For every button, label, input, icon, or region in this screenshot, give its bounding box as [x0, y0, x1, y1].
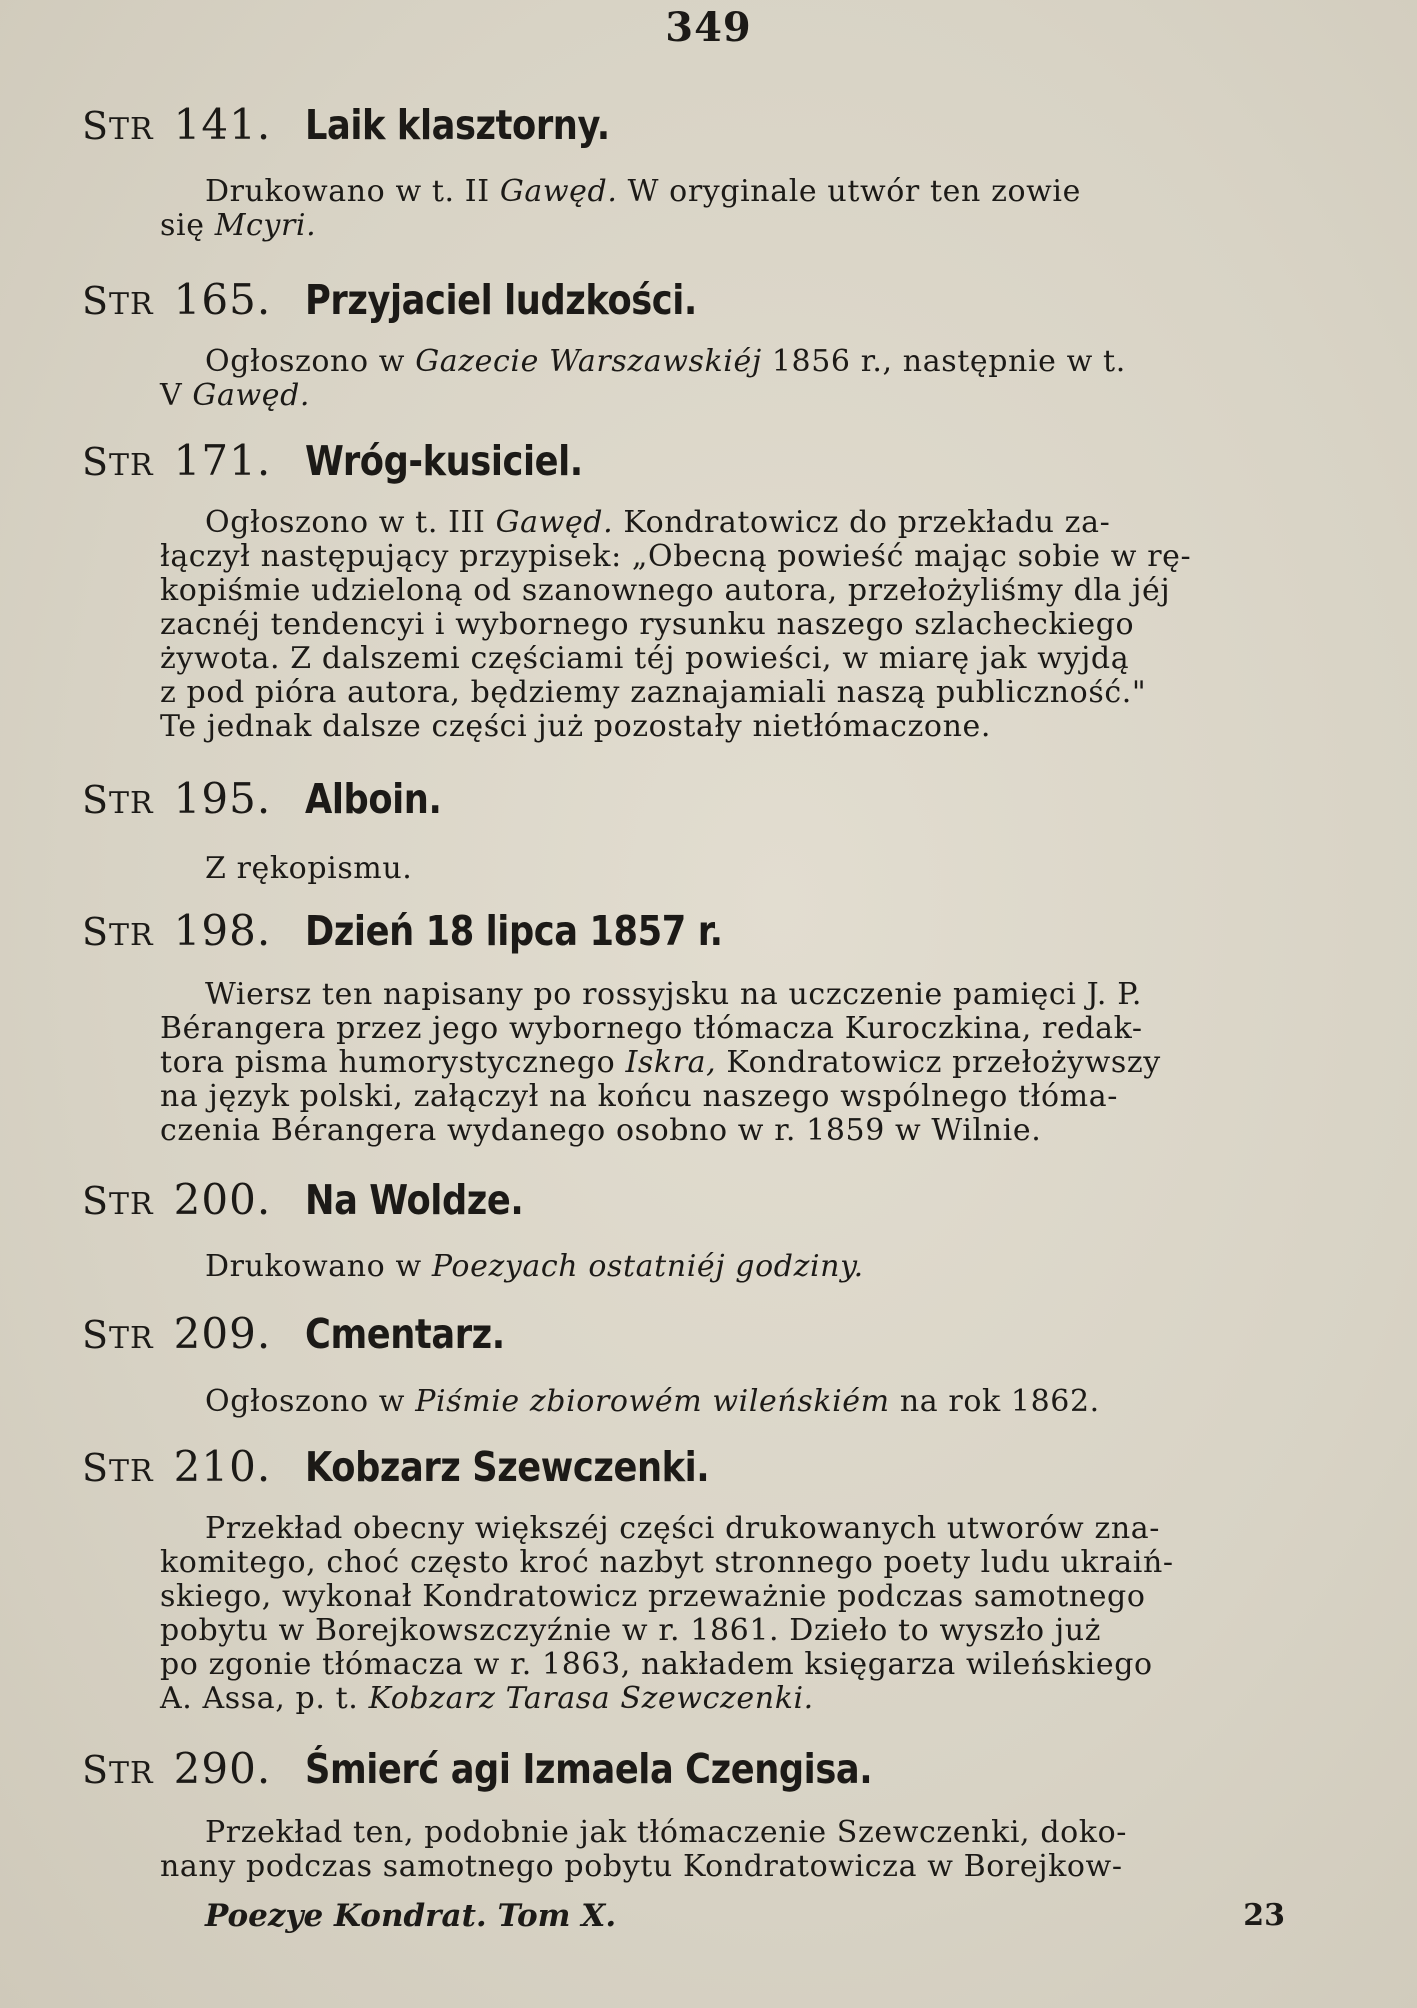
note-line	[205, 1250, 1320, 1284]
note-line	[160, 1614, 1320, 1648]
page-reference: 171.	[173, 436, 272, 485]
note-text: W oryginale utwór ten zowie	[617, 174, 1081, 209]
note-line	[205, 506, 1320, 540]
page-reference: 165.	[173, 275, 272, 324]
entry-title: Laik klasztorny.	[305, 101, 610, 149]
note-line	[160, 574, 1320, 608]
note-line	[205, 978, 1320, 1012]
note-line	[160, 608, 1320, 642]
note-text: żywota. Z dalszemi częściami téj powieści, w miarę jak wyjdą	[160, 641, 1130, 676]
note-line	[160, 1546, 1320, 1580]
entry-title: Na Woldze.	[305, 1176, 524, 1224]
note-text: Kondratowicz do przekładu za-	[613, 505, 1111, 540]
note-text: nany podczas samotnego pobytu Kondratowicza w Borejkow-	[160, 1849, 1123, 1884]
entry-title: Wróg-kusiciel.	[305, 437, 583, 485]
page-reference: 198.	[173, 906, 272, 955]
note-text: na język polski, załączył na końcu naszego wspólnego tłóma-	[160, 1079, 1118, 1114]
entry-title: Cmentarz.	[305, 1310, 505, 1358]
note-line	[160, 642, 1320, 676]
note-italic-text: Poezyach ostatniéj godziny.	[431, 1249, 864, 1284]
entry-note	[160, 174, 1320, 243]
entry-note	[160, 344, 1320, 413]
note-line	[205, 175, 1320, 209]
note-line	[160, 1114, 1320, 1148]
entry-heading	[82, 1309, 537, 1365]
note-line	[160, 1682, 1320, 1716]
str-label: STR	[82, 1446, 154, 1490]
note-line	[160, 710, 1320, 744]
note-text: Przekład ten, podobnie jak tłómaczenie Szewczenki, doko-	[205, 1815, 1127, 1850]
page-footer	[205, 1898, 1285, 1934]
entry-title: Kobzarz Szewczenki.	[305, 1443, 710, 1491]
entry-heading	[82, 100, 660, 156]
note-text: 1856 r., następnie w t.	[761, 344, 1126, 379]
note-line	[160, 1080, 1320, 1114]
printer-signature: 23	[1243, 1898, 1285, 1933]
entry-note	[205, 1385, 1320, 1419]
entry-note	[160, 977, 1320, 1148]
note-text: Przekład obecny większéj części drukowanych utworów zna-	[205, 1511, 1161, 1546]
note-text: się	[160, 208, 215, 243]
str-label: STR	[82, 778, 154, 822]
str-label: STR	[82, 1313, 154, 1357]
note-line	[160, 1012, 1320, 1046]
note-text: na rok 1862.	[889, 1384, 1100, 1419]
note-text: Ogłoszono w t. III	[205, 505, 496, 540]
note-italic-text: Mcyri.	[214, 208, 317, 243]
note-line	[205, 1512, 1320, 1546]
note-text: V	[160, 378, 193, 413]
note-line	[160, 1580, 1320, 1614]
note-line	[160, 1648, 1320, 1682]
page-reference: 195.	[173, 774, 272, 823]
note-text: pobytu w Borejkowszczyźnie w r. 1861. Dzieło to wyszło już	[160, 1613, 1102, 1648]
entry-title: Przyjaciel ludzkości.	[305, 276, 698, 324]
entry-note	[160, 505, 1320, 744]
page-reference: 141.	[173, 100, 272, 149]
entry-heading	[82, 1744, 965, 1800]
note-line	[160, 1850, 1320, 1884]
note-italic-text: Iskra,	[625, 1045, 717, 1080]
note-text: tora pisma humorystycznego	[160, 1045, 626, 1080]
note-text: Bérangera przez jego wybornego tłómacza Kuroczkina, redak-	[160, 1011, 1143, 1046]
note-text: po zgonie tłómacza w r. 1863, nakładem księgarza wileńskiego	[160, 1647, 1153, 1682]
entry-title: Śmierć agi Izmaela Czengisa.	[305, 1745, 873, 1793]
str-label: STR	[82, 1179, 154, 1223]
page-reference: 209.	[173, 1309, 272, 1358]
entry-heading	[82, 436, 628, 492]
entry-note	[205, 1250, 1320, 1284]
note-text: Z rękopismu.	[205, 851, 413, 886]
note-italic-text: Kobzarz Tarasa Szewczenki.	[368, 1681, 814, 1716]
entry-note	[160, 1815, 1320, 1884]
note-text: A. Assa, p. t.	[160, 1681, 369, 1716]
note-italic-text: Gazecie Warszawskiéj	[415, 344, 762, 379]
page-reference: 210.	[173, 1442, 272, 1491]
footer-title: Poezye Kondrat. Tom X.	[205, 1898, 617, 1934]
page-number: 349	[665, 4, 752, 51]
note-text: Te jednak dalsze części już pozostały nietłómaczone.	[160, 709, 991, 744]
str-label: STR	[82, 1748, 154, 1792]
note-line	[205, 1385, 1320, 1419]
entry-note	[160, 1511, 1320, 1716]
note-text: skiego, wykonał Kondratowicz przeważnie podczas samotnego	[160, 1579, 1146, 1614]
note-text: łączył następujący przypisek: „Obecną powieść mając sobie w rę-	[160, 539, 1192, 574]
note-line	[160, 379, 1320, 413]
note-line	[205, 852, 1320, 886]
entry-title: Dzień 18 lipca 1857 r.	[305, 907, 723, 955]
note-italic-text: Gawęd.	[499, 174, 618, 209]
page-reference: 290.	[173, 1744, 272, 1793]
note-text: Wiersz ten napisany po rossyjsku na uczczenie pamięci J. P.	[205, 977, 1143, 1012]
note-text: zacnéj tendencyi i wybornego rysunku naszego szlacheckiego	[160, 607, 1135, 642]
note-italic-text: Gawęd.	[192, 378, 311, 413]
entry-heading	[82, 906, 791, 962]
note-text: komitego, choć często kroć nazbyt stronnego poety ludu ukraiń-	[160, 1545, 1174, 1580]
note-text: z pod pióra autora, będziemy zaznajamiali naszą publiczność."	[160, 675, 1147, 710]
note-line	[160, 209, 1320, 243]
entry-note	[205, 852, 1320, 886]
note-italic-text: Piśmie zbiorowém wileńskiém	[415, 1384, 890, 1419]
note-text: czenia Bérangera wydanego osobno w r. 1859 w Wilnie.	[160, 1113, 1042, 1148]
note-line	[205, 1816, 1320, 1850]
page-reference: 200.	[173, 1175, 272, 1224]
note-text: Ogłoszono w	[205, 344, 416, 379]
note-text: Drukowano w t. II	[205, 174, 500, 209]
str-label: STR	[82, 440, 154, 484]
note-line	[160, 1046, 1320, 1080]
note-line	[205, 345, 1320, 379]
entry-heading	[82, 1442, 775, 1498]
note-text: Drukowano w	[205, 1249, 432, 1284]
note-italic-text: Gawęd.	[495, 505, 614, 540]
str-label: STR	[82, 910, 154, 954]
note-text: Kondratowicz przełożywszy	[716, 1045, 1161, 1080]
entry-heading	[82, 774, 464, 830]
note-text: kopiśmie udzieloną od szanownego autora, przełożyliśmy dla jéj	[160, 573, 1171, 608]
str-label: STR	[82, 104, 154, 148]
note-line	[160, 676, 1320, 710]
entry-heading	[82, 275, 761, 331]
note-line	[160, 540, 1320, 574]
str-label: STR	[82, 279, 154, 323]
entry-heading	[82, 1175, 559, 1231]
entry-title: Alboin.	[305, 775, 442, 823]
note-text: Ogłoszono w	[205, 1384, 416, 1419]
